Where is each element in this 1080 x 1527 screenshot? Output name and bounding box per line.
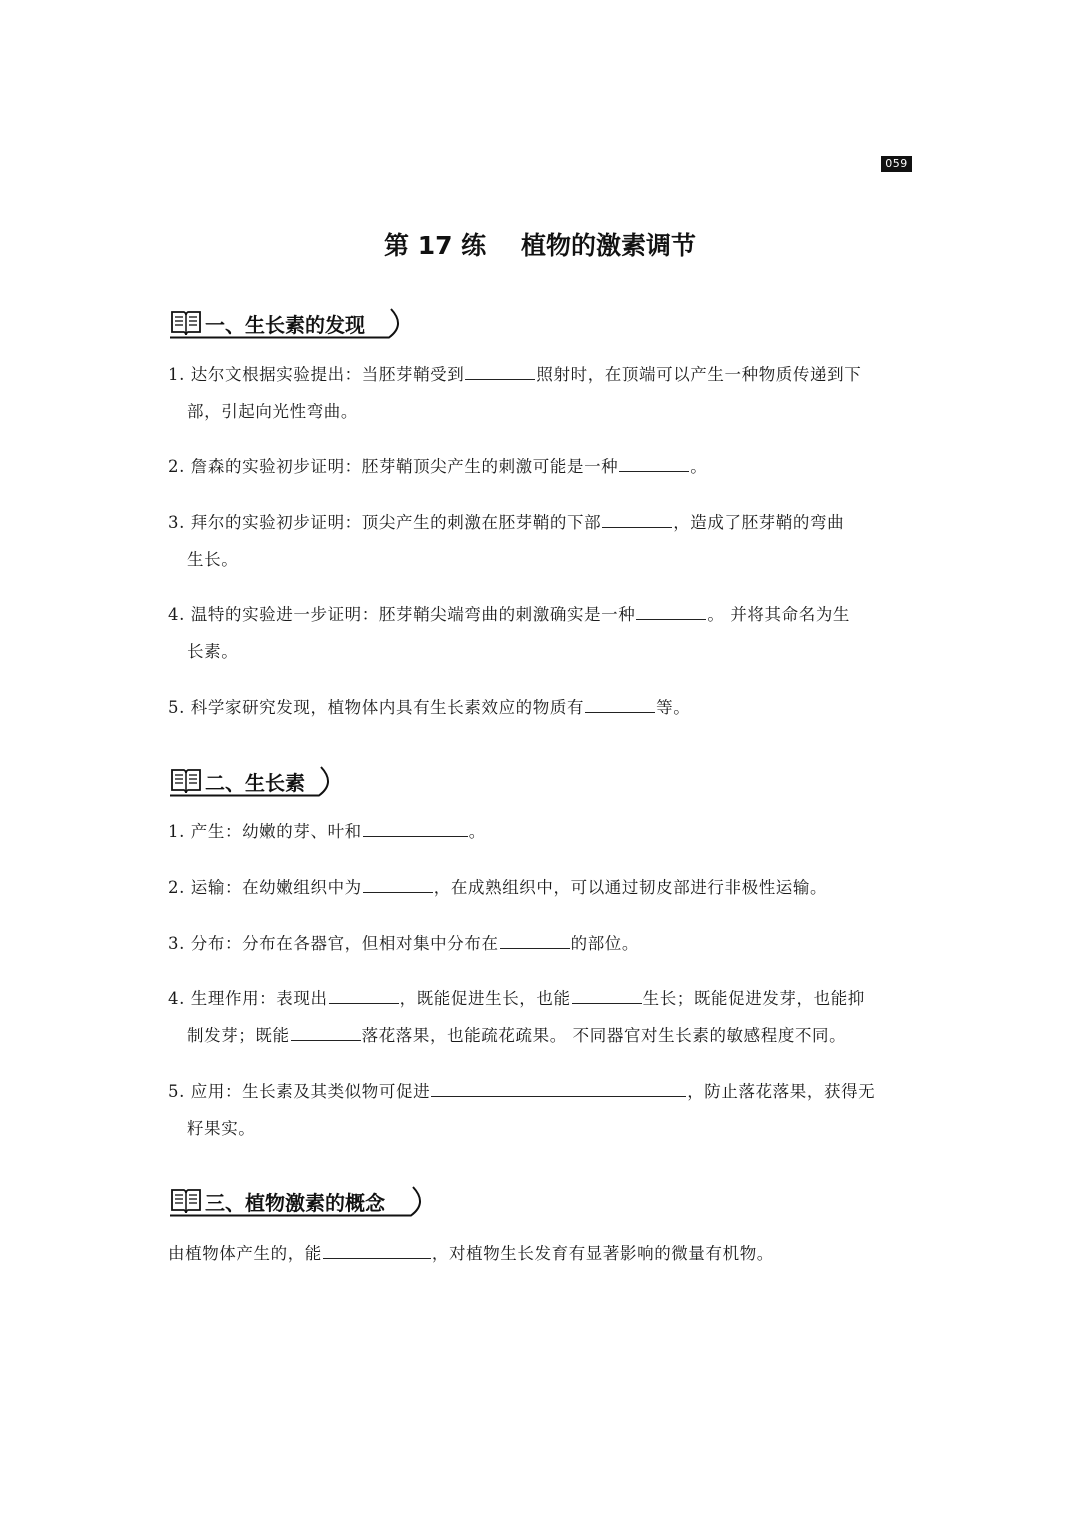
book-icon (170, 309, 202, 337)
question-item: 1. 达尔文根据实验提出：当胚芽鞘受到 照射时，在顶端可以产生一种物质传递到下 部，引起向光性弯曲。 (168, 356, 914, 430)
section-heading-label: 一、生长素的发现 (205, 313, 365, 337)
answer-blank[interactable] (636, 601, 706, 620)
question-item: 3. 分布：分布在各器官，但相对集中分布在 的部位。 (168, 925, 914, 962)
answer-blank[interactable] (585, 694, 655, 713)
answer-blank[interactable] (465, 361, 535, 380)
question-item: 3. 拜尔的实验初步证明：顶尖产生的刺激在胚芽鞘的下部 ，造成了胚芽鞘的弯曲 生长。 (168, 504, 914, 578)
book-icon (170, 1187, 202, 1215)
section-heading-2 (170, 765, 340, 801)
question-item: 5. 应用：生长素及其类似物可促进 ，防止落花落果，获得无 籽果实。 (168, 1073, 914, 1147)
answer-blank[interactable] (500, 930, 570, 949)
question-item: 4. 生理作用：表现出 ，既能促进生长，也能 生长；既能促进发芽，也能抑 制发芽；既能 落花落果，也能疏花疏果。 不同器官对生长素的敏感程度不同。 (168, 980, 914, 1054)
answer-blank[interactable] (329, 985, 399, 1004)
question-item: 由植物体产生的，能 ，对植物生长发育有显著影响的微量有机物。 (168, 1235, 914, 1272)
question-item: 2. 运输：在幼嫩组织中为 ，在成熟组织中，可以通过韧皮部进行非极性运输。 (168, 869, 914, 906)
book-icon (170, 767, 202, 795)
answer-blank[interactable] (572, 985, 642, 1004)
question-item: 5. 科学家研究发现，植物体内具有生长素效应的物质有 等。 (168, 689, 914, 726)
section-heading-label: 二、生长素 (205, 771, 305, 795)
page-title: 第 17 练 植物的激素调节 (383, 231, 696, 260)
answer-blank[interactable] (363, 874, 433, 893)
answer-blank[interactable] (291, 1022, 361, 1041)
answer-blank[interactable] (619, 453, 689, 472)
answer-blank[interactable] (323, 1240, 431, 1259)
page-number: 059 (881, 156, 912, 172)
answer-blank[interactable] (602, 509, 672, 528)
section-heading-label: 三、植物激素的概念 (205, 1191, 385, 1215)
question-item: 2. 詹森的实验初步证明：胚芽鞘顶尖产生的刺激可能是一种 。 (168, 448, 914, 485)
section-heading-1 (170, 307, 410, 343)
answer-blank[interactable] (363, 818, 468, 837)
question-item: 1. 产生：幼嫩的芽、叶和 。 (168, 813, 914, 850)
answer-blank[interactable] (431, 1078, 686, 1097)
section-heading-3 (170, 1185, 432, 1221)
question-item: 4. 温特的实验进一步证明：胚芽鞘尖端弯曲的刺激确实是一种 。 并将其命名为生 长素。 (168, 596, 914, 670)
